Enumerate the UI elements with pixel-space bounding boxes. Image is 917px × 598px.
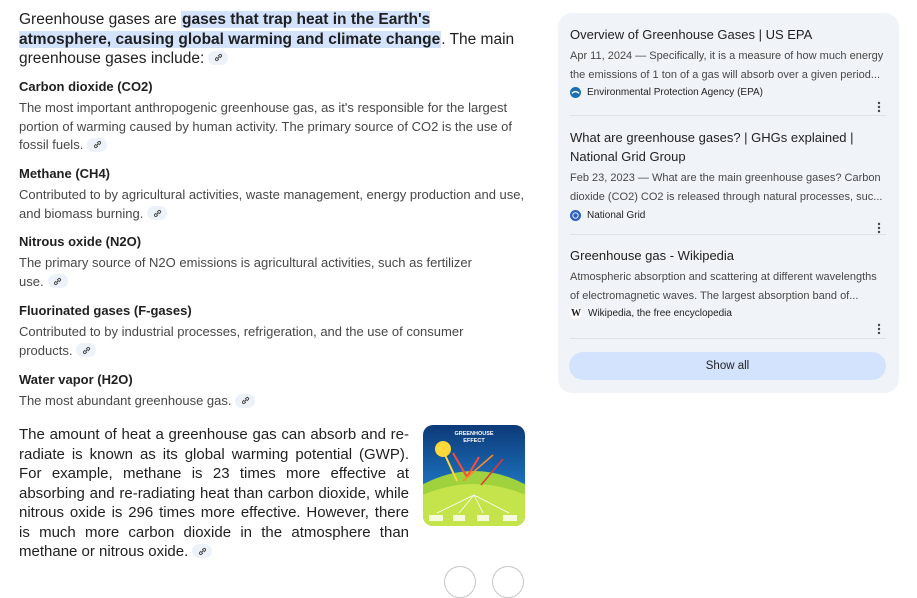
source-site bbox=[570, 87, 886, 98]
source-title[interactable]: What are greenhouse gases? | GHGs explained | National Grid Group bbox=[570, 130, 854, 164]
sources-panel bbox=[558, 13, 899, 393]
divider bbox=[570, 234, 886, 235]
source-card[interactable] bbox=[570, 128, 886, 221]
source-snippet: the emissions of 1 ton of a gas will absorb over a given period... bbox=[570, 68, 881, 81]
source-card[interactable] bbox=[570, 246, 886, 319]
gas-title: Methane (CH4) bbox=[19, 166, 111, 181]
gas-description: The most abundant greenhouse gas. bbox=[19, 392, 489, 411]
source-snippet: Apr 11, 2024 — Specifically, it is a measure of how much energy bbox=[570, 50, 884, 62]
gas-item bbox=[19, 234, 489, 291]
source-site-name: National Grid bbox=[587, 210, 646, 221]
gas-item bbox=[19, 79, 525, 155]
citation-link-icon[interactable] bbox=[235, 394, 255, 408]
gas-item bbox=[19, 372, 489, 411]
show-all-button[interactable]: Show all bbox=[569, 352, 886, 380]
divider bbox=[570, 115, 886, 116]
gas-item bbox=[19, 303, 489, 360]
gas-description: The most important anthropogenic greenhouse gas, as it's responsible for the largest portion of warming caused by human activity. The primary source of CO2 is the use of fossil fuels. bbox=[19, 100, 513, 152]
greenhouse-effect-image[interactable] bbox=[423, 425, 525, 526]
intro-paragraph bbox=[19, 10, 525, 69]
citation-link-icon[interactable] bbox=[208, 51, 228, 65]
image-title-line2: EFFECT bbox=[463, 438, 485, 444]
source-site bbox=[570, 308, 886, 319]
gas-description: The primary source of N2O emissions is agricultural activities, such as fertilizer use. bbox=[19, 255, 472, 289]
citation-link-icon[interactable] bbox=[192, 544, 212, 558]
intro-suffix: . The main greenhouse gases include: bbox=[19, 30, 515, 67]
gas-description: Contributed to by industrial processes, refrigeration, and the use of consumer products. bbox=[19, 324, 464, 358]
source-title[interactable]: Overview of Greenhouse Gases | US EPA bbox=[570, 27, 813, 42]
image-title-line1: GREENHOUSE bbox=[454, 431, 494, 437]
source-snippet: dioxide (CO2) CO2 is released through natural processes, suc... bbox=[570, 190, 883, 203]
source-card[interactable] bbox=[570, 25, 886, 98]
citation-link-icon[interactable] bbox=[48, 274, 68, 288]
source-snippet: Atmospheric absorption and scattering at different wavelengths bbox=[570, 271, 877, 283]
gas-title: Carbon dioxide (CO2) bbox=[19, 79, 153, 94]
wikipedia-favicon-icon: W bbox=[571, 308, 581, 319]
more-options-icon[interactable] bbox=[872, 100, 886, 114]
citation-link-icon[interactable] bbox=[87, 138, 107, 152]
gwp-paragraph: The amount of heat a greenhouse gas can absorb and re-radiate is known as its global warming potential (GWP). For example, methane is 23 times more effective at absorbing and re-radiating heat than carbon dioxide, while nitrous oxide is 296 times more effective. However, there is much more carbon dioxide in the atmosphere than methane or nitrous oxide. bbox=[19, 426, 409, 560]
source-title[interactable]: Greenhouse gas - Wikipedia bbox=[570, 248, 735, 263]
source-site-name: Wikipedia, the free encyclopedia bbox=[588, 308, 732, 319]
source-site bbox=[570, 210, 886, 221]
epa-favicon-icon bbox=[570, 87, 581, 98]
national-grid-favicon-icon bbox=[570, 210, 581, 221]
intro-highlight: gases that trap heat in the Earth's atmosphere, causing global warming and climate change bbox=[19, 11, 441, 48]
divider bbox=[570, 338, 886, 339]
intro-prefix: Greenhouse gases are bbox=[19, 11, 181, 28]
gas-item bbox=[19, 166, 525, 223]
source-site-name: Environmental Protection Agency (EPA) bbox=[587, 87, 764, 98]
gas-title: Nitrous oxide (N2O) bbox=[19, 234, 142, 249]
gas-description: Contributed to by agricultural activities, waste management, energy production and use, and biomass burning. bbox=[19, 187, 525, 221]
source-snippet: Feb 23, 2023 — What are the main greenhouse gases? Carbon bbox=[570, 172, 881, 184]
gas-title: Fluorinated gases (F-gases) bbox=[19, 303, 192, 318]
source-snippet: of electromagnetic waves. The largest absorption band of... bbox=[570, 289, 859, 302]
citation-link-icon[interactable] bbox=[76, 343, 96, 357]
more-options-icon[interactable] bbox=[872, 322, 886, 336]
gas-title: Water vapor (H2O) bbox=[19, 372, 133, 387]
more-options-icon[interactable] bbox=[872, 221, 886, 235]
citation-link-icon[interactable] bbox=[147, 206, 167, 220]
answer-body bbox=[19, 10, 525, 560]
